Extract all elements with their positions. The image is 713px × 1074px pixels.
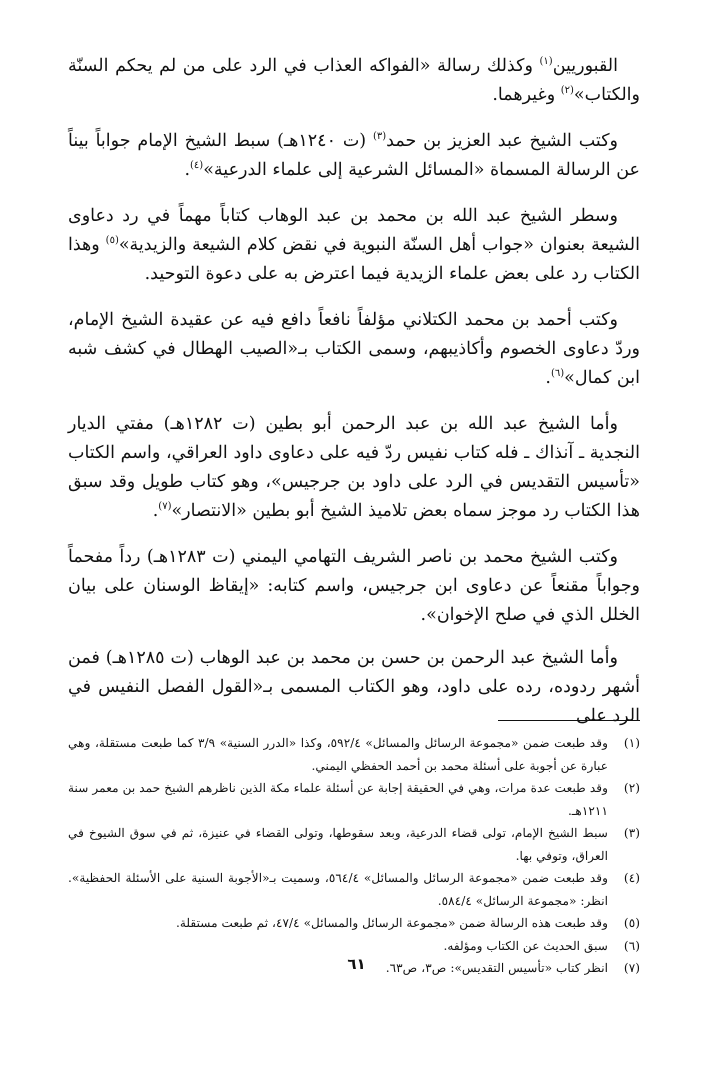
paragraph: وكتب الشيخ محمد بن ناصر الشريف التهامي اليمني (ت ١٢٨٣هـ) رداً مفحماً وجواباً مقنعاً عن دعاوى ابن جرجيس، واسم كتابه: «إيقاظ الوسنان على بيان الخلل الذي في صلح الإخوان».: [68, 547, 640, 625]
footnote: [68, 912, 640, 935]
footnote-number: (٦): [623, 938, 640, 953]
footnote: [68, 777, 640, 822]
paragraph: وأما الشيخ عبد الرحمن بن حسن بن محمد بن عبد الوهاب (ت ١٢٨٥هـ) فمن أشهر ردوده، رده على داود، وهو الكتاب المسمى بـ«القول الفصل النفيس في الرد على: [68, 648, 640, 726]
footnote-separator: [498, 720, 640, 721]
paragraph: وسطر الشيخ عبد الله بن محمد بن عبد الوهاب كتاباً مهماً في رد دعاوى الشيعة بعنوان «جواب أهل السنّة النبوية في نقض كلام الشيعة والزيدية»$^{(٥)}$ وهذا الكتاب رد على بعض علماء الزيدية فيما اعترض به على دعوة التوحيد.: [68, 206, 640, 284]
footnote-text: وقد طبعت ضمن «مجموعة الرسائل والمسائل» ٥٦٤/٤، وسميت بـ«الأجوبة السنية على الأسئلة الحفظية». انظر: «مجموعة الرسائل» ٥٨٤/٤.: [68, 871, 608, 908]
footnote-number: (٣): [623, 826, 640, 840]
footnote-number: (٤): [623, 871, 640, 885]
footnote-text: انظر كتاب «تأسيس التقديس»: ص٣، ص٦٣.: [385, 961, 608, 975]
footnote-text: سبط الشيخ الإمام، تولى قضاء الدرعية، وبعد سقوطها، وتولى القضاء في عنيزة، ثم في سوق الشيوخ في العراق، وتوفي بها.: [68, 826, 608, 863]
page-number: ٦١: [347, 955, 366, 973]
paragraph: وأما الشيخ عبد الله بن عبد الرحمن أبو بطين (ت ١٢٨٢هـ) مفتي الديار النجدية ـ آنذاك ـ فله كتاب نفيس ردّ فيه على دعاوى داود العراقي، واسم الكتاب «تأسيس التقديس في الرد على داود بن جرجيس»، وهو كتاب طويل وقد سبق هذا الكتاب رد موجز سماه بعض تلاميذ الشيخ أبو بطين «الانتصار»$^{(٧)}$.: [68, 414, 640, 521]
paragraph: وكتب أحمد بن محمد الكتلاني مؤلفاً نافعاً دافع فيه عن عقيدة الشيخ الإمام، وردّ دعاوى الخصوم وأكاذيبهم، وسمى الكتاب بـ«الصيب الهطال في كشف شبه ابن كمال»$^{(٦)}$.: [68, 310, 640, 388]
footnote-text: وقد طبعت ضمن «مجموعة الرسائل والمسائل» ٥٩٢/٤، وكذا «الدرر السنية» ٣/٩ كما طبعت مستقلة، وهي عبارة عن أجوبة على أسئلة محمد بن أحمد الحفظي اليمني.: [68, 736, 608, 773]
footnote-number: (٥): [623, 916, 640, 930]
footnote-text: سبق الحديث عن الكتاب ومؤلفه.: [443, 938, 608, 953]
main-text: [68, 52, 640, 731]
paragraph: القبوريين$^{(١)}$ وكذلك رسالة «الفواكه العذاب في الرد على من لم يحكم السنّة والكتاب»$^{(٢)}$ وغيرهما.: [68, 56, 640, 105]
footnote: [68, 732, 640, 777]
footnote-number: (١): [623, 736, 640, 750]
footnote: [68, 822, 640, 867]
footnote: [68, 935, 640, 958]
footnote-number: (٢): [623, 781, 640, 795]
footnote-text: وقد طبعت هذه الرسالة ضمن «مجموعة الرسائل والمسائل» ٤٧/٤، ثم طبعت مستقلة.: [175, 916, 608, 930]
footnote-number: (٧): [623, 961, 640, 975]
footnote-text: وقد طبعت عدة مرات، وهي في الحقيقة إجابة عن أسئلة علماء مكة الذين ناظرهم الشيخ حمد بن معمر سنة ١٢١١هـ.: [68, 781, 608, 818]
paragraph: وكتب الشيخ عبد العزيز بن حمد$^{(٣)}$ (ت ١٢٤٠هـ) سبط الشيخ الإمام جواباً بيناً عن الرسالة المسماة «المسائل الشرعية إلى علماء الدرعية»$^{(٤)}$.: [68, 131, 640, 180]
footnote: [68, 867, 640, 912]
footnotes: [68, 732, 640, 980]
